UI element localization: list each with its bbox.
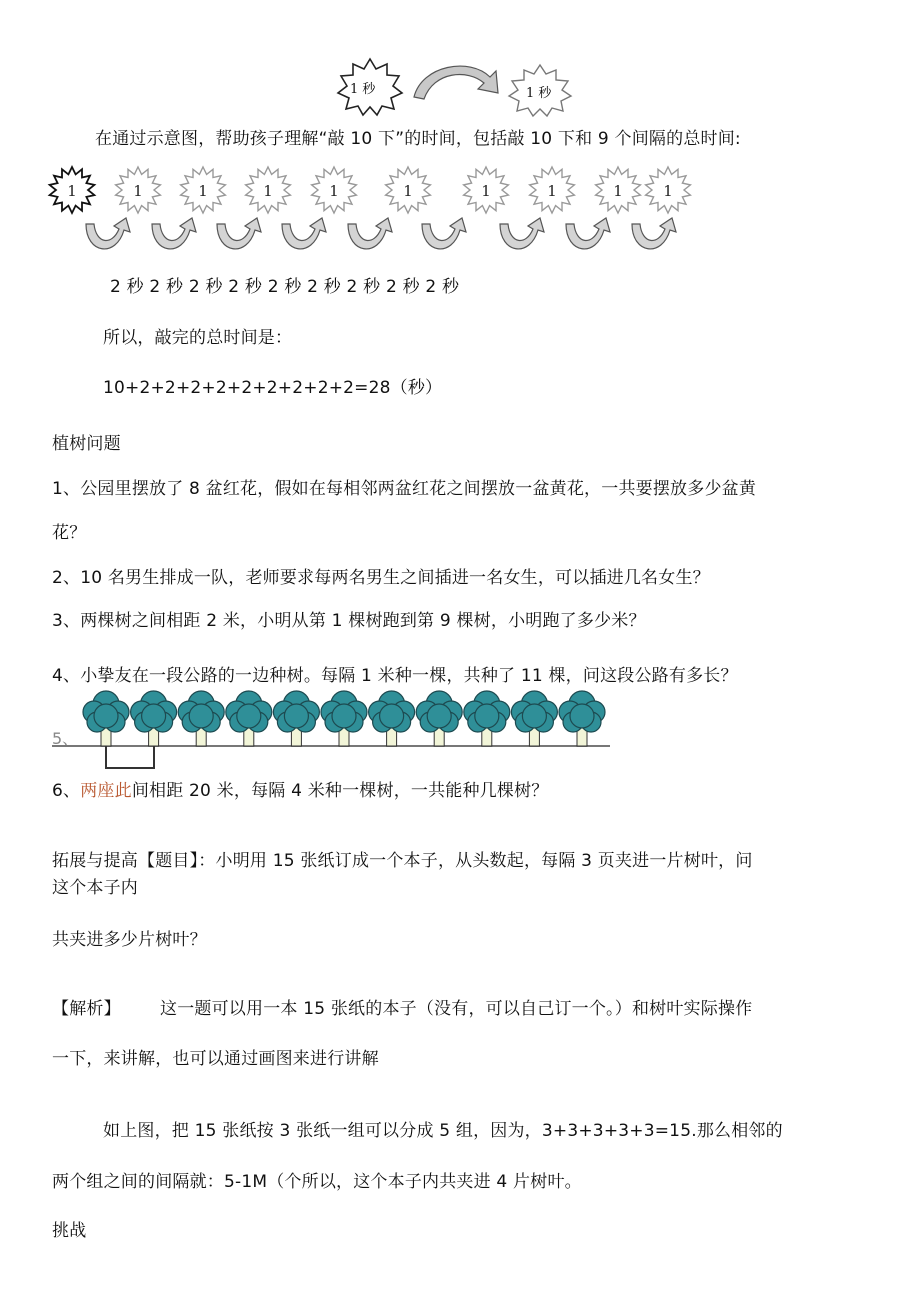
analysis-line-2: 一下，来讲解，也可以通过画图来进行讲解 — [52, 1049, 379, 1069]
problem-6-number: 6、 — [52, 781, 81, 801]
tree-icon — [464, 691, 510, 746]
problem-6-text: 间相距 20 米，每隔 4 米种一棵树，一共能种几棵树？ — [131, 781, 549, 801]
analysis-line-3: 如上图，把 15 张纸按 3 张纸一组可以分成 5 组，因为，3+3+3+3+3=15.那么相邻的 — [103, 1121, 783, 1141]
tree-icon — [511, 691, 557, 746]
equation-text: 10+2+2+2+2+2+2+2+2+2=28（秒） — [103, 378, 443, 398]
tree-icon — [226, 691, 272, 746]
analysis-tag: 【解析】 — [52, 999, 121, 1019]
tree-icon — [83, 691, 129, 746]
top-label-left: 1 秒 — [350, 82, 376, 97]
analysis-line-4: 两个组之间的间隔就：5-1M（个所以，这个本子内共夹进 4 片树叶。 — [52, 1172, 582, 1192]
tree-icon — [178, 691, 224, 746]
intro-text: 在通过示意图，帮助孩子理解“敲 10 下”的时间，包括敲 10 下和 9 个间隔的总时间: — [95, 129, 741, 149]
intervals-text: 2 秒 2 秒 2 秒 2 秒 2 秒 2 秒 2 秒 2 秒 2 秒 — [110, 277, 460, 297]
knock-label: 1 — [547, 182, 557, 200]
challenge-title: 挑战 — [52, 1221, 87, 1241]
problem-1-line-2: 花？ — [52, 523, 87, 543]
knock-label: 1 — [481, 182, 491, 200]
problem-6 — [52, 776, 549, 801]
problem-2: 2、10 名男生排成一队，老师要求每两名男生之间插进一名女生，可以插进几名女生？ — [52, 568, 710, 588]
tree-icon — [321, 691, 367, 746]
problem-4: 4、小挚友在一段公路的一边种树。每隔 1 米种一棵，共种了 11 棵，问这段公路有多长？ — [52, 666, 738, 686]
so-total-text: 所以，敲完的总时间是： — [103, 328, 293, 348]
extension-line-1: 拓展与提高【题目】：小明用 15 张纸订成一个本子，从头数起，每隔 3 页夹进一片树叶，问 — [52, 851, 753, 871]
knock-label: 1 — [613, 182, 623, 200]
analysis-line-1: 这一题可以用一本 15 张纸的本子（没有，可以自己订一个。）和树叶实际操作 — [160, 999, 753, 1019]
knock-label: 1 — [198, 182, 208, 200]
section-title: 植树问题 — [52, 434, 121, 454]
knock-label: 1 — [403, 182, 413, 200]
tree-icon — [416, 691, 462, 746]
top-label-right: 1 秒 — [526, 86, 552, 101]
knock-label: 1 — [663, 182, 673, 200]
knock-label: 1 — [263, 182, 273, 200]
tree-icon — [369, 691, 415, 746]
knock-label: 1 — [329, 182, 339, 200]
problem-1-line-1: 1、公园里摆放了 8 盆红花，假如在每相邻两盆红花之间摆放一盆黄花，一共要摆放多少盆黄 — [52, 479, 757, 499]
tree-icon — [559, 691, 605, 746]
tree-icon — [131, 691, 177, 746]
problem-6-highlight: 两座此 — [80, 781, 132, 801]
problem-3: 3、两棵树之间相距 2 米，小明从第 1 棵树跑到第 9 棵树，小明跑了多少米？ — [52, 611, 646, 631]
problem-5-label: 5、 — [52, 729, 79, 748]
knock-label: 1 — [67, 182, 77, 200]
extension-line-2: 这个本子内 — [52, 878, 138, 898]
knock-label: 1 — [133, 182, 143, 200]
extension-line-3: 共夹进多少片树叶？ — [52, 930, 207, 950]
tree-icon — [273, 691, 319, 746]
